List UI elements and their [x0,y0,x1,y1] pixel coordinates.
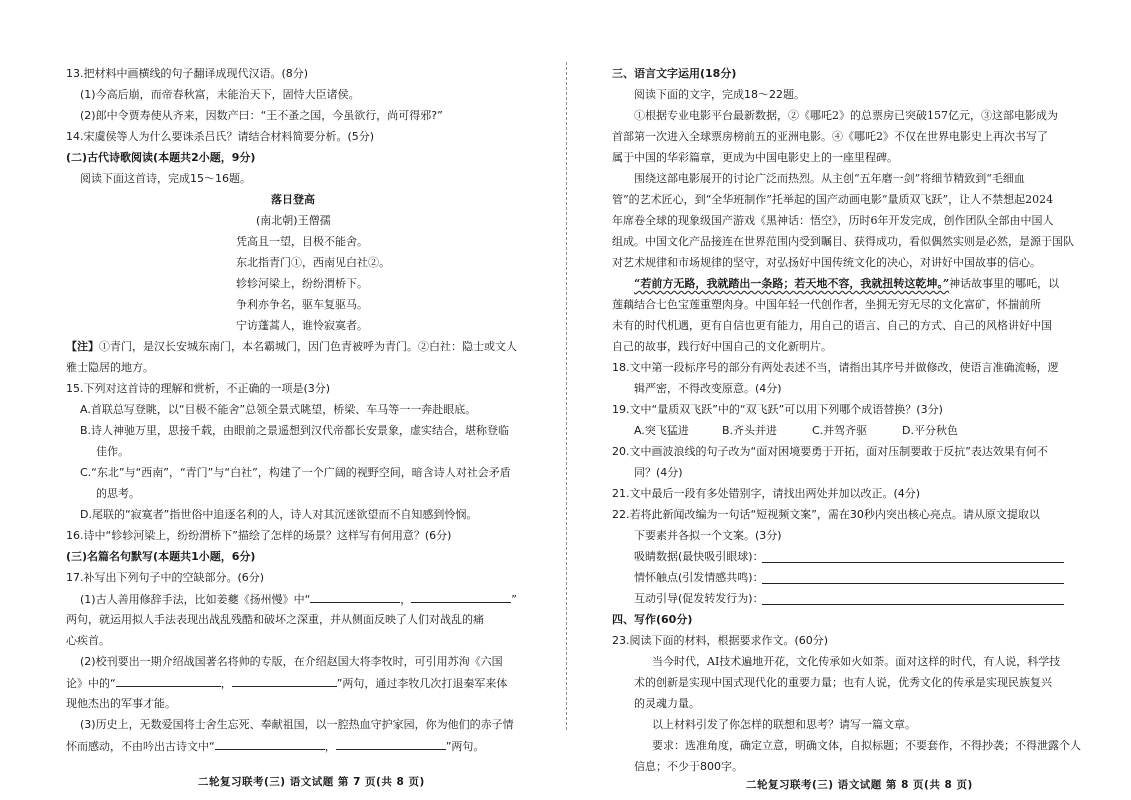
section-writing-heading: 四、写作(60分) [612,613,693,626]
question-13: 13.把材料中画横线的句子翻译成现代汉语。(8分) [66,67,309,80]
question-17-item-1-cont: 两句，就运用拟人手法表现出战乱残酷和破坏之深重，并从侧面反映了人们对战乱的痛 [66,613,484,626]
passage-p2-cont: 年席卷全球的现象级国产游戏《黑神话：悟空》，历时6年开发完成，创作团队全部由中国人 [612,214,1054,227]
material-text-cont: 的灵魂力量。 [634,697,700,710]
q17-1-comma: ， [400,593,412,606]
right-page [568,0,1131,800]
question-21: 21.文中最后一段有多处错别字，请找出两处并加以改正。(4分) [612,487,921,500]
passage-p2: 围绕这部电影展开的讨论广泛而热烈。从主创“五年磨一剑”将细节精致到“毛细血 [634,172,1025,185]
page-footer: 二轮复习联考(三) 语文试题 第 7 页(共 8 页) [198,776,425,788]
note-label: 【注】 [66,340,99,353]
material-text-cont: 术的创新是实现中国式现代化的重要力量；也有人说，优秀文化的传承是实现民族复兴 [634,676,1052,689]
passage-p3-cont: 莲藕结合七色宝莲重塑肉身。中国年轻一代创作者，坐拥无穷无尽的文化富矿，怀揣前所 [612,298,1041,311]
passage-p1-cont: 属于中国的华彩篇章，更成为中国电影史上的一座里程碑。 [612,151,898,164]
question-22-cont: 下要素并各拟一个文案。(3分) [634,529,782,542]
answer-line[interactable] [762,583,1064,584]
question-13-item-2: (2)郎中令贾寿使从齐来，因数产曰：“王不蚤之国，今虽欲行，尚可得邪?” [80,109,443,122]
poem-author: (南北朝)王僧孺 [256,214,331,227]
question-17-item-1 [80,591,517,607]
question-19: 19.文中“量质双飞跃”中的“双飞跃”可以用下列哪个成语替换？(3分) [612,403,943,416]
material-text: 当今时代，AI技术遍地开花，文化传承如火如荼。面对这样的时代，有人说，科学技 [652,655,1061,668]
poem-line: 东北指青门①，西南见白社②。 [236,256,390,269]
question-18-cont: 辑严密，不得改变原意。(4分) [634,382,782,395]
page-footer: 二轮复习联考(三) 语文试题 第 8 页(共 8 页) [746,779,973,791]
q19-option-d: D.平分秋色 [902,424,958,437]
question-16: 16.诗中“轸轸河梁上，纷纷渭桥下”描绘了怎样的场景？这样写有何用意？(6分) [66,529,452,542]
q22-item-label: 互动引导(促发转发行为)： [634,592,764,605]
question-17-item-3: (3)历史上，无数爱国将士舍生忘死、奉献祖国，以一腔热血守护家园，你为他们的赤子情 [80,718,514,731]
poem-line: 轸轸河梁上，纷纷渭桥下。 [236,277,368,290]
fill-blank[interactable] [336,738,446,750]
q22-item-label: 情怀触点(引发情感共鸣)： [634,571,764,584]
q17-1-text: (1)古人善用修辞手法，比如姜夔《扬州慢》中“ [80,593,311,606]
option-d: D.尾联的“寂寞者”指世俗中追逐名利的人，诗人对其沉迷欲望而不自知感到怜悯。 [80,508,478,521]
fill-blank[interactable] [232,675,337,687]
q19-option-a: A.突飞猛进 [634,424,689,437]
q19-option-b: B.齐头并进 [722,424,778,437]
fill-blank[interactable] [116,675,221,687]
question-20: 20.文中画波浪线的句子改为“面对困境要勇于开拓，面对压制要敢于反抗”表达效果有何不 [612,445,1048,458]
question-23: 23.阅读下面的材料，根据要求作文。(60分) [612,634,829,647]
question-17: 17.补写出下列句子中的空缺部分。(6分) [66,571,265,584]
question-13-item-1: (1)今高后崩，而帝春秋富，未能治天下，固恃大臣诸侯。 [80,88,360,101]
fill-blank[interactable] [215,738,325,750]
option-c: C.“东北”与“西南”，“青门”与“白社”，构建了一个广阔的视野空间，暗含诗人对社会矛盾 [80,466,511,479]
question-22: 22.若将此新闻改编为一句话“短视频文案”，需在30秒内突出核心亮点。请从原文提取以 [612,508,1040,521]
writing-requirements: 要求：选准角度，确定立意，明确文体，自拟标题；不要套作，不得抄袭；不得泄露个人 [652,739,1081,752]
poem-line: 凭高且一望，目极不能舍。 [236,235,368,248]
question-17-item-1-cont2: 心疾首。 [66,634,110,647]
poem-line: 宁访蓬蒿人，谁怜寂寞者。 [236,319,368,332]
section-poetry-heading: (二)古代诗歌阅读(本题共2小题，9分) [66,151,256,164]
question-20-cont: 同？(4分) [634,466,683,479]
passage-p1-cont: 首部第一次进入全球票房榜前五的亚洲电影。④《哪吒2》不仅在世界电影史上再次书写了 [612,130,1048,143]
passage-p2-cont: 对艺术规律和市场规律的坚守，对弘扬好中国传统文化的决心，对讲好中国故事的信心。 [612,256,1041,269]
passage-p3 [634,276,1059,291]
q17-2-comma: ， [220,677,232,690]
answer-line[interactable] [762,604,1064,605]
question-17-item-2-cont2: 现他杰出的军事才能。 [66,697,176,710]
page-divider [566,62,567,730]
question-17-item-3-cont [66,738,484,754]
section-recitation-heading: (三)名篇名句默写(本题共1小题，6分) [66,550,256,563]
q17-3-tail: ”两句。 [445,740,485,753]
q17-2-text: 论》中的“ [66,677,116,690]
poem-note [66,339,517,354]
note-text: ①青门，是汉长安城东南门，本名霸城门，因门色青被呼为青门。②白社：隐士或文人 [99,340,517,353]
passage-p2-cont: 组成。中国文化产品接连在世界范围内受到瞩目、获得成功，看似偶然实则是必然，是源于国队 [612,235,1074,248]
fill-blank[interactable] [310,591,400,603]
q19-option-c: C.并驾齐驱 [812,424,868,437]
passage-p2-cont: 管”的艺术匠心，到“全华班制作”托举起的国产动画电影“量质双飞跃”，让人不禁想起2024 [612,193,1054,206]
option-c-cont: 的思考。 [96,487,140,500]
passage-p3-cont: 自己的故事，践行好中国自己的文化新明片。 [612,340,832,353]
wavy-sentence: “若前方无路，我就踏出一条路；若天地不容，我就扭转这乾坤。” [634,277,950,290]
passage-p3-tail: 神话故事里的哪吒，以 [949,277,1060,290]
fill-blank[interactable] [411,591,511,603]
q17-3-comma: ， [324,740,336,753]
answer-line[interactable] [762,562,1064,563]
passage-p3-cont: 未有的时代机遇，更有自信也更有能力，用自己的语言、自己的方式、自己的风格讲好中国 [612,319,1052,332]
writing-requirements-cont: 信息；不少于800字。 [634,760,743,773]
question-15: 15.下列对这首诗的理解和赏析，不正确的一项是(3分) [66,382,331,395]
question-17-item-2-cont [66,675,507,691]
poem-line: 争利亦争名，驱车复驱马。 [236,298,368,311]
poem-note-cont: 雅士隐居的地方。 [66,361,154,374]
option-b: B.诗人神驰万里，思接千载，由眼前之景遥想到汉代帝都长安景象，虚实结合，堪称登临 [80,424,510,437]
reading-intro: 阅读下面的文字，完成18～22题。 [634,88,805,101]
question-18: 18.文中第一段标序号的部分有两处表述不当，请指出其序号并做修改，使语言准确流畅，逻 [612,361,1059,374]
q17-2-tail: ”两句，通过李牧几次打退秦军来体 [336,677,508,690]
q22-item-label: 吸睛数据(最快吸引眼球)： [634,550,764,563]
poem-title: 落日登高 [271,193,315,206]
question-17-item-2: (2)校刊要出一期介绍战国著名将帅的专版，在介绍赵国大将李牧时，可引用苏洵《六国 [80,655,503,668]
question-14: 14.宋虞侯等人为什么要诛杀吕氏？请结合材料简要分析。(5分) [66,130,375,143]
passage-p1: ①根据专业电影平台最新数据，②《哪吒2》的总票房已突破157亿元，③这部电影成为 [634,109,1058,122]
option-a: A.首联总写登眺，以“目极不能舍”总领全景式眺望，桥梁、车马等一一奔赴眼底。 [80,403,477,416]
q17-1-quote: ” [511,593,517,606]
poem-intro: 阅读下面这首诗，完成15～16题。 [80,172,251,185]
q17-3-text: 怀而感动，不由吟出古诗文中“ [66,740,215,753]
option-b-cont: 佳作。 [96,445,129,458]
section-language-heading: 三、语言文字运用(18分) [612,67,737,80]
writing-prompt: 以上材料引发了你怎样的联想和思考？请写一篇文章。 [652,718,916,731]
